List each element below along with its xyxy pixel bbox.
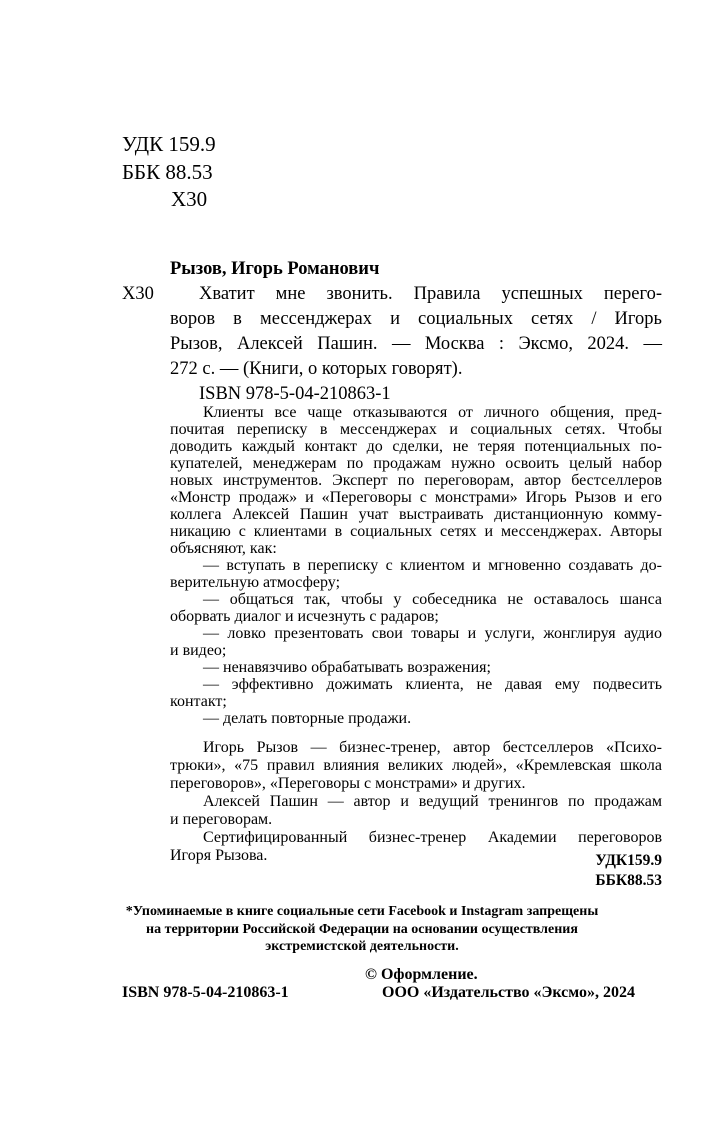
- text-line: контакт;: [170, 693, 227, 710]
- text-line: «Монстр продаж» и «Переговоры с монстрами» Игорь Рызов и его: [170, 489, 662, 506]
- text-line: — вступать в переписку с клиентом и мгновенно создавать до-: [203, 557, 662, 574]
- text-line: объясняют, как:: [170, 540, 277, 557]
- text-line: Игорь Рызов — бизнес-тренер, автор бестселлеров «Психо-: [203, 739, 662, 756]
- bbk-code: ББК88.53: [595, 872, 662, 889]
- paragraph: [170, 625, 662, 659]
- authors-bio: [170, 739, 662, 865]
- text-line: Х30: [171, 187, 208, 211]
- text-line: Хватит мне звонить. Правила успешных перего-: [199, 284, 662, 304]
- text-line: экстремистской деятельности.: [265, 939, 459, 954]
- text-line: и переговорам.: [170, 811, 273, 828]
- text-line: на территории Российской Федерации на основании осуществления: [146, 921, 578, 937]
- text-line: оборвать диалог и исчезнуть с радаров;: [170, 608, 439, 625]
- isbn-bottom: ISBN 978-5-04-210863-1: [122, 984, 289, 1001]
- text-line: — ненавязчиво обрабатывать возражения;: [203, 659, 491, 676]
- author-sign-code: Х30: [122, 284, 154, 304]
- text-line: и видео;: [170, 642, 227, 659]
- udk-code: УДК159.9: [595, 852, 662, 869]
- classification-codes-bottom: [462, 851, 662, 891]
- text-line: Игоря Рызова.: [170, 847, 268, 864]
- text-line: трюки», «75 правил влияния великих людей», «Кремлевская школа: [170, 757, 662, 774]
- paragraph: [170, 591, 662, 625]
- paragraph: [170, 282, 662, 382]
- text-line: переговоров», «Переговоры с монстрами» и других.: [170, 775, 526, 792]
- text-line: купателей, менеджерам по продажам нужно освоить целый набор: [170, 455, 662, 472]
- paragraph: [170, 739, 662, 793]
- text-line: 272 с. — (Книги, о которых говорят).: [170, 359, 463, 379]
- text-line: никацию с клиентами в социальных сетях и мессенджерах. Авторы: [170, 523, 662, 540]
- design-credit: © Оформление.: [365, 966, 478, 983]
- text-line: — эффективно дожимать клиента, не давая ему подвесить: [203, 676, 662, 693]
- text-line: воров в мессенджерах и социальных сетях / Игорь: [170, 309, 662, 329]
- paragraph: [170, 404, 662, 557]
- text-line: Рызов, Алексей Пашин. — Москва : Эксмо, 2024. —: [170, 334, 662, 354]
- text-line: — ловко презентовать свои товары и услуги, жонглируя аудио: [203, 625, 662, 642]
- annotation: [170, 404, 662, 727]
- paragraph: [170, 793, 662, 829]
- text-line: почитая переписку в мессенджерах и социальных сетях. Чтобы: [170, 421, 662, 438]
- text-line: Алексей Пашин — автор и ведущий тренингов по продажам: [203, 793, 662, 810]
- paragraph: [170, 676, 662, 710]
- paragraph: [170, 557, 662, 591]
- text-line: УДК 159.9: [122, 132, 216, 156]
- bibliographic-description: [170, 282, 662, 382]
- paragraph: [170, 710, 662, 727]
- text-line: ББК 88.53: [122, 159, 213, 184]
- catalog-card: [122, 257, 662, 407]
- text-line: *Упоминаемые в книге социальные сети Facebook и Instagram запрещены: [125, 904, 599, 919]
- text-line: — делать повторные продажи.: [203, 710, 412, 727]
- publisher-credit: ООО «Издательство «Эксмо», 2024: [382, 984, 635, 1001]
- text-line: Клиенты все чаще отказываются от личного общения, пред-: [203, 404, 662, 421]
- legal-footnote: [122, 903, 602, 956]
- paragraph: [170, 659, 662, 676]
- text-line: верительную атмосферу;: [170, 574, 341, 591]
- text-line: — общаться так, чтобы у собеседника не оставалось шанса: [203, 591, 662, 608]
- isbn-line: ISBN 978-5-04-210863-1: [199, 384, 391, 404]
- author-heading: Рызов, Игорь Романович: [170, 259, 380, 279]
- text-line: доводить каждый контакт до сделки, не теряя потенциальных по-: [170, 438, 662, 455]
- text-line: коллега Алексей Пашин учат выстраивать дистанционную комму-: [170, 506, 662, 523]
- classification-codes-top: [122, 131, 216, 214]
- text-line: новых инструментов. Эксперт по переговорам, автор бестселлеров: [170, 472, 662, 489]
- text-line: Сертифицированный бизнес-тренер Академии переговоров: [203, 829, 662, 846]
